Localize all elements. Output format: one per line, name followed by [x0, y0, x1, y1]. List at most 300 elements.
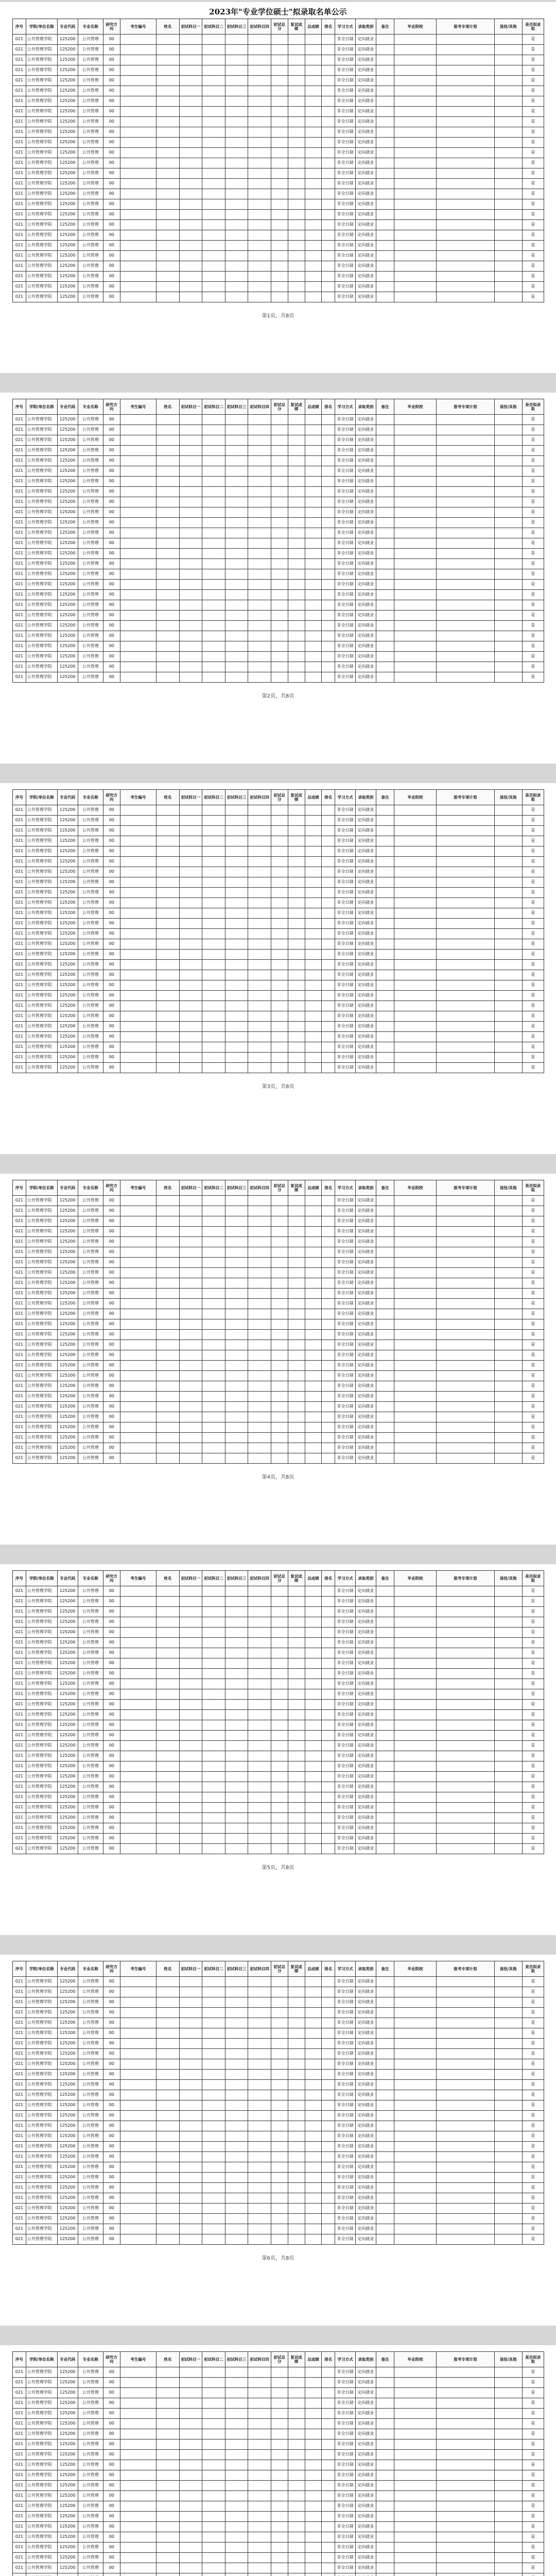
table-cell: 125200	[57, 846, 78, 857]
table-cell	[157, 2388, 180, 2398]
column-header: 排名	[322, 399, 335, 415]
table-cell	[120, 158, 156, 168]
table-cell	[179, 65, 202, 76]
table-cell	[271, 2439, 288, 2450]
table-cell: 公共管理	[78, 826, 103, 836]
table-cell: 定向就业	[356, 497, 376, 507]
table-cell	[271, 1813, 288, 1823]
table-cell: 是	[522, 518, 544, 528]
table-cell: 021	[13, 127, 26, 138]
table-cell	[305, 2152, 322, 2162]
table-cell	[288, 805, 305, 816]
column-header: 初试科目二	[202, 1571, 225, 1586]
table-cell	[248, 45, 271, 55]
table-cell: 021	[13, 1586, 26, 1597]
table-cell: 公共管理	[78, 2059, 103, 2070]
table-cell: 定向就业	[356, 2398, 376, 2409]
table-cell: 非全日制	[335, 1350, 356, 1361]
table-cell	[157, 179, 180, 189]
table-cell: 公共管理	[78, 2111, 103, 2121]
table-cell: 是	[522, 189, 544, 199]
table-cell	[248, 1700, 271, 1710]
table-cell	[305, 1258, 322, 1268]
table-cell	[288, 2450, 305, 2460]
table-cell: 非全日制	[335, 2470, 356, 2481]
table-cell	[322, 826, 335, 836]
table-cell	[494, 272, 522, 282]
table-cell	[494, 45, 522, 55]
table-cell	[394, 1289, 437, 1299]
table-cell	[202, 76, 225, 86]
table-cell	[225, 590, 248, 600]
table-cell	[494, 1381, 522, 1392]
table-cell: 非全日制	[335, 1371, 356, 1381]
table-cell: 021	[13, 1022, 26, 1032]
table-cell	[179, 2028, 202, 2039]
table-cell	[179, 980, 202, 991]
table-cell	[179, 2008, 202, 2018]
table-cell: 125200	[57, 929, 78, 939]
table-cell	[376, 631, 394, 641]
table-cell	[322, 1597, 335, 1607]
table-cell: 021	[13, 1433, 26, 1443]
table-cell	[394, 86, 437, 96]
table-cell	[288, 970, 305, 980]
table-cell	[157, 2234, 180, 2245]
table-cell: 公共管理学院	[26, 2501, 57, 2512]
table-cell	[271, 65, 288, 76]
table-cell	[437, 2162, 495, 2173]
table-cell	[120, 251, 156, 261]
column-header: 退役/其他	[494, 1571, 522, 1586]
table-cell: 公共管理	[78, 2460, 103, 2470]
table-cell	[376, 1216, 394, 1227]
table-cell	[376, 2470, 394, 2481]
table-cell: 00	[103, 1402, 120, 1412]
column-header: 报考专项计划	[437, 399, 495, 415]
table-cell: 021	[13, 672, 26, 683]
table-cell	[322, 846, 335, 857]
table-cell: 非全日制	[335, 148, 356, 158]
table-cell: 125200	[57, 2481, 78, 2491]
table-cell	[322, 631, 335, 641]
table-cell: 00	[103, 1987, 120, 1997]
table-cell: 021	[13, 2183, 26, 2193]
table-cell: 定向就业	[356, 1392, 376, 1402]
table-cell: 非全日制	[335, 1392, 356, 1402]
table-cell	[225, 2224, 248, 2234]
table-cell: 公共管理学院	[26, 2059, 57, 2070]
table-cell	[437, 2460, 495, 2470]
table-cell: 021	[13, 2018, 26, 2028]
column-header: 毕业院校	[394, 2352, 437, 2367]
table-cell: 公共管理学院	[26, 65, 57, 76]
column-header: 是否拟录取	[522, 2352, 544, 2367]
table-cell	[271, 199, 288, 210]
table-cell	[179, 1237, 202, 1247]
table-cell	[225, 518, 248, 528]
table-cell	[248, 950, 271, 960]
table-row	[13, 1237, 544, 1247]
table-cell	[225, 1741, 248, 1751]
table-cell	[225, 1350, 248, 1361]
table-cell: 定向就业	[356, 179, 376, 189]
table-cell: 125200	[57, 939, 78, 950]
table-cell	[202, 908, 225, 919]
table-cell	[271, 2563, 288, 2573]
table-cell	[179, 2419, 202, 2429]
table-cell	[225, 261, 248, 272]
table-cell: 公共管理学院	[26, 2532, 57, 2543]
table-cell	[179, 898, 202, 908]
table-cell	[394, 2543, 437, 2553]
table-cell	[437, 2214, 495, 2224]
table-cell	[179, 2522, 202, 2532]
table-cell: 125200	[57, 1350, 78, 1361]
table-cell: 公共管理	[78, 836, 103, 846]
table-row	[13, 1196, 544, 1206]
table-cell	[202, 2131, 225, 2142]
table-cell	[322, 836, 335, 846]
table-row	[13, 45, 544, 55]
table-cell	[157, 908, 180, 919]
table-cell: 公共管理学院	[26, 127, 57, 138]
table-cell	[157, 1433, 180, 1443]
table-cell: 00	[103, 867, 120, 877]
table-cell: 是	[522, 1278, 544, 1289]
table-cell	[394, 1628, 437, 1638]
table-cell: 定向就业	[356, 1607, 376, 1617]
table-cell: 00	[103, 2059, 120, 2070]
table-cell	[271, 1977, 288, 1987]
table-row	[13, 621, 544, 631]
table-cell: 00	[103, 1299, 120, 1309]
table-cell	[120, 2193, 156, 2204]
table-cell	[248, 611, 271, 621]
table-cell	[305, 1216, 322, 1227]
table-cell: 021	[13, 1772, 26, 1782]
column-header: 专业代码	[57, 790, 78, 805]
table-cell	[494, 1412, 522, 1422]
table-cell: 公共管理学院	[26, 2131, 57, 2142]
table-cell: 是	[522, 857, 544, 867]
table-cell	[225, 1782, 248, 1792]
table-cell	[494, 210, 522, 220]
table-cell: 125200	[57, 1443, 78, 1453]
table-cell: 非全日制	[335, 2224, 356, 2234]
table-cell	[322, 456, 335, 466]
table-cell	[157, 600, 180, 611]
table-cell	[376, 1433, 394, 1443]
table-cell	[394, 1278, 437, 1289]
table-cell	[288, 117, 305, 127]
column-header: 备注	[376, 1571, 394, 1586]
table-cell	[225, 2553, 248, 2563]
table-cell	[271, 2162, 288, 2173]
table-cell: 公共管理	[78, 1977, 103, 1987]
table-cell	[120, 168, 156, 179]
table-cell	[288, 1361, 305, 1371]
table-cell	[494, 2532, 522, 2543]
table-cell	[305, 1247, 322, 1258]
column-header: 学习方式	[335, 2352, 356, 2367]
table-cell: 定向就业	[356, 1237, 376, 1247]
table-cell	[322, 1392, 335, 1402]
table-cell	[305, 1381, 322, 1392]
table-cell	[179, 1022, 202, 1032]
table-cell	[120, 2049, 156, 2059]
table-cell	[120, 2398, 156, 2409]
table-cell	[305, 960, 322, 970]
table-cell: 125200	[57, 2522, 78, 2532]
table-cell	[248, 107, 271, 117]
table-cell	[376, 652, 394, 662]
table-cell	[305, 580, 322, 590]
table-cell: 公共管理	[78, 158, 103, 168]
table-cell: 是	[522, 1299, 544, 1309]
table-cell	[376, 1361, 394, 1371]
table-cell: 定向就业	[356, 107, 376, 117]
table-cell: 125200	[57, 1720, 78, 1731]
table-cell	[271, 538, 288, 549]
table-cell	[376, 908, 394, 919]
table-cell: 021	[13, 1813, 26, 1823]
table-cell	[271, 1772, 288, 1782]
table-cell: 定向就业	[356, 55, 376, 65]
table-cell	[494, 1720, 522, 1731]
table-cell	[179, 1987, 202, 1997]
table-cell: 公共管理学院	[26, 107, 57, 117]
table-cell: 公共管理	[78, 2070, 103, 2080]
table-cell: 公共管理学院	[26, 1731, 57, 1741]
table-cell	[288, 2419, 305, 2429]
table-cell: 是	[522, 1381, 544, 1392]
table-cell	[494, 1689, 522, 1700]
table-cell	[335, 2573, 356, 2576]
table-cell	[288, 1227, 305, 1237]
column-header: 研究方向	[103, 2352, 120, 2367]
table-cell	[120, 1350, 156, 1361]
table-cell	[288, 1997, 305, 2008]
table-cell	[322, 1001, 335, 1011]
table-cell	[225, 672, 248, 683]
table-cell	[376, 282, 394, 292]
table-cell: 公共管理学院	[26, 189, 57, 199]
table-cell: 公共管理学院	[26, 210, 57, 220]
table-cell	[179, 960, 202, 970]
table-cell: 是	[522, 2214, 544, 2224]
table-cell	[202, 2409, 225, 2419]
table-row	[13, 2470, 544, 2481]
table-cell: 125200	[57, 569, 78, 580]
table-cell: 定向就业	[356, 230, 376, 241]
column-header: 总成绩	[305, 1571, 322, 1586]
table-cell	[179, 220, 202, 230]
table-cell	[120, 497, 156, 507]
table-cell: 非全日制	[335, 2543, 356, 2553]
table-cell	[494, 251, 522, 261]
table-cell	[157, 1679, 180, 1689]
table-cell	[179, 1772, 202, 1782]
table-cell: 00	[103, 148, 120, 158]
table-cell: 125200	[57, 2450, 78, 2460]
table-cell	[322, 1607, 335, 1617]
table-cell	[271, 1628, 288, 1638]
table-cell: 公共管理	[78, 888, 103, 898]
table-cell	[305, 1813, 322, 1823]
table-cell	[202, 1053, 225, 1063]
table-cell: 非全日制	[335, 1977, 356, 1987]
table-cell	[225, 1597, 248, 1607]
table-cell	[157, 1761, 180, 1772]
table-cell: 定向就业	[356, 148, 376, 158]
column-header: 报考专项计划	[437, 1961, 495, 1977]
table-cell	[376, 272, 394, 282]
table-cell: 是	[522, 55, 544, 65]
table-cell: 021	[13, 282, 26, 292]
table-cell	[157, 292, 180, 302]
table-cell: 是	[522, 970, 544, 980]
column-header: 初试科目二	[202, 399, 225, 415]
table-cell: 非全日制	[335, 2419, 356, 2429]
table-cell	[179, 538, 202, 549]
table-cell	[179, 251, 202, 261]
table-row	[13, 2409, 544, 2419]
column-header: 考生编号	[120, 2352, 156, 2367]
table-cell	[288, 652, 305, 662]
column-header: 学院/单位名称	[26, 2352, 57, 2367]
table-cell	[202, 241, 225, 251]
table-cell	[248, 1658, 271, 1669]
table-cell	[437, 1679, 495, 1689]
column-header: 学习方式	[335, 1571, 356, 1586]
table-cell	[271, 2152, 288, 2162]
table-cell: 公共管理	[78, 1001, 103, 1011]
table-cell: 021	[13, 1350, 26, 1361]
table-cell: 00	[103, 559, 120, 569]
table-cell	[202, 179, 225, 189]
table-cell: 021	[13, 898, 26, 908]
table-cell	[376, 76, 394, 86]
table-cell	[157, 2214, 180, 2224]
table-cell	[157, 138, 180, 148]
table-cell	[248, 1628, 271, 1638]
table-cell	[157, 1792, 180, 1803]
table-cell	[271, 2121, 288, 2131]
table-cell: 定向就业	[356, 158, 376, 168]
table-cell	[248, 652, 271, 662]
table-cell	[394, 898, 437, 908]
table-cell	[437, 230, 495, 241]
table-cell	[179, 2224, 202, 2234]
table-cell	[305, 1289, 322, 1299]
table-cell: 公共管理学院	[26, 1227, 57, 1237]
page-number: 第4页，共8页	[262, 1475, 294, 1480]
table-cell	[248, 1710, 271, 1720]
table-cell	[376, 2563, 394, 2573]
table-cell: 非全日制	[335, 652, 356, 662]
table-cell: 非全日制	[335, 2409, 356, 2419]
table-cell	[376, 1237, 394, 1247]
table-cell	[305, 1679, 322, 1689]
table-cell	[376, 1330, 394, 1340]
table-cell: 00	[103, 611, 120, 621]
table-cell	[179, 1361, 202, 1371]
table-cell	[305, 241, 322, 251]
table-cell: 00	[103, 2522, 120, 2532]
table-cell: 125200	[57, 435, 78, 446]
table-cell: 公共管理	[78, 1658, 103, 1669]
table-cell: 非全日制	[335, 1022, 356, 1032]
table-cell: 00	[103, 2183, 120, 2193]
table-cell: 定向就业	[356, 970, 376, 980]
table-cell	[376, 805, 394, 816]
table-cell	[248, 2563, 271, 2573]
table-cell: 非全日制	[335, 65, 356, 76]
table-cell	[376, 672, 394, 683]
column-header: 专业名称	[78, 19, 103, 35]
table-cell	[248, 497, 271, 507]
table-cell: 非全日制	[335, 1206, 356, 1216]
table-cell	[494, 1803, 522, 1813]
table-cell: 021	[13, 1689, 26, 1700]
table-cell: 公共管理	[78, 2131, 103, 2142]
table-cell: 125200	[57, 2070, 78, 2080]
table-cell	[322, 1844, 335, 1854]
column-header: 初试科目一	[179, 1571, 202, 1586]
table-cell: 公共管理学院	[26, 1772, 57, 1782]
column-header: 姓名	[157, 2352, 180, 2367]
table-cell	[179, 2131, 202, 2142]
table-cell: 非全日制	[335, 1741, 356, 1751]
table-cell	[322, 1834, 335, 1844]
table-cell	[394, 1813, 437, 1823]
table-cell	[202, 210, 225, 220]
table-cell	[179, 826, 202, 836]
table-cell: 定向就业	[356, 960, 376, 970]
table-cell	[202, 1997, 225, 2008]
table-cell	[202, 446, 225, 456]
table-cell	[271, 1669, 288, 1679]
table-cell	[271, 2378, 288, 2388]
table-cell: 公共管理	[78, 1720, 103, 1731]
table-cell	[179, 846, 202, 857]
table-cell	[394, 1803, 437, 1813]
table-cell	[322, 2121, 335, 2131]
table-cell	[437, 2419, 495, 2429]
table-cell	[322, 1638, 335, 1648]
table-cell	[322, 1216, 335, 1227]
table-cell	[120, 2142, 156, 2152]
column-header: 初试科目四	[248, 19, 271, 35]
table-cell: 非全日制	[335, 641, 356, 652]
table-cell: 是	[522, 1206, 544, 1216]
table-cell	[248, 76, 271, 86]
table-cell	[248, 836, 271, 846]
table-cell: 非全日制	[335, 1834, 356, 1844]
table-cell	[120, 65, 156, 76]
table-cell: 非全日制	[335, 2162, 356, 2173]
table-cell	[288, 816, 305, 826]
table-cell: 公共管理学院	[26, 1761, 57, 1772]
table-cell	[271, 96, 288, 107]
table-cell: 定向就业	[356, 2409, 376, 2419]
table-cell: 125200	[57, 2512, 78, 2522]
table-cell	[225, 2439, 248, 2450]
table-cell	[248, 292, 271, 302]
table-cell	[271, 1216, 288, 1227]
table-cell	[179, 1268, 202, 1278]
